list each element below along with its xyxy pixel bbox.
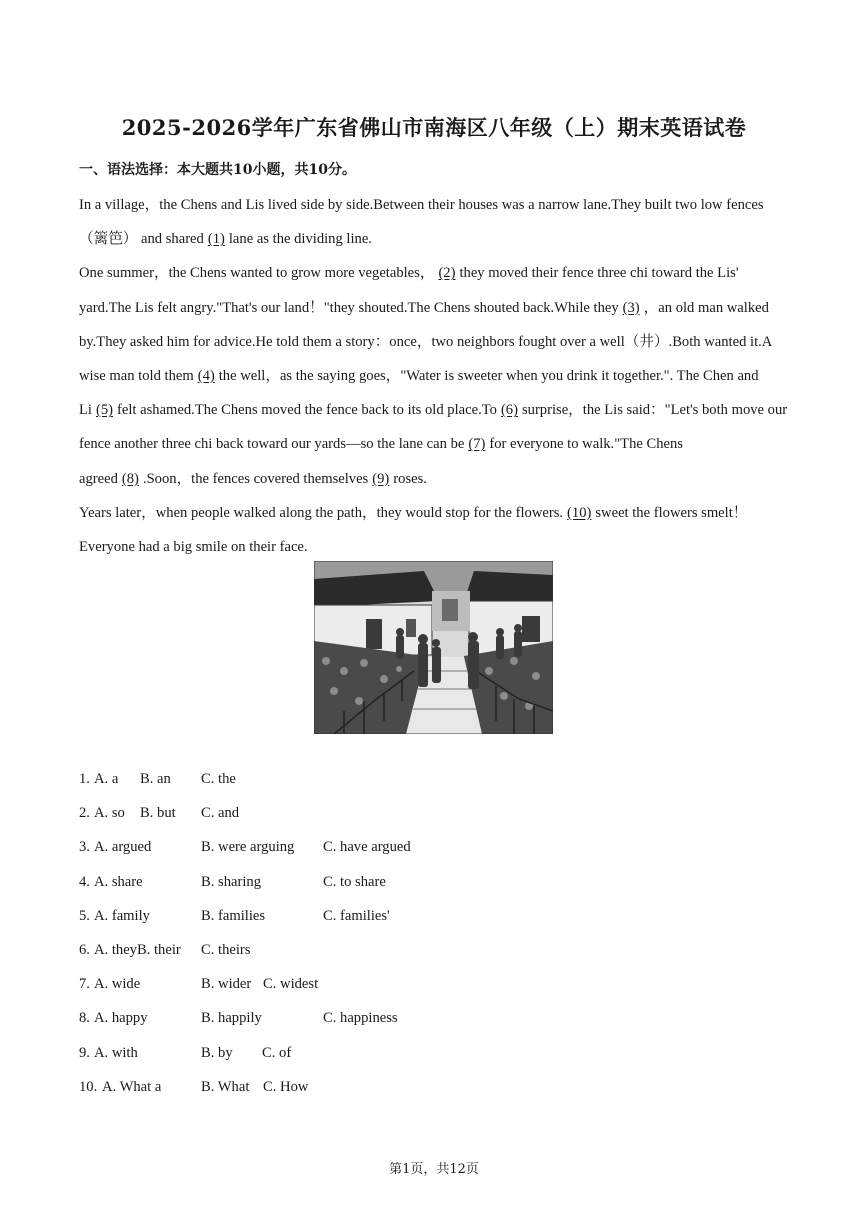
text-segment: roses. — [393, 470, 427, 487]
option-c: C. widest — [263, 976, 319, 993]
question-number: 1. — [79, 771, 90, 787]
option-c: C. How — [263, 1078, 309, 1095]
text-segment: the well，as the saying goes，"Water is sweeter when you drink it together.". The Chen and Li — [79, 368, 759, 419]
option-a: A. with — [94, 1044, 138, 1061]
question-number: 4. — [79, 873, 90, 890]
option-b: B. but — [140, 805, 176, 822]
option-c: C. have argued — [323, 839, 411, 856]
text-segment: for everyone to walk."The Chens agreed — [79, 436, 683, 487]
option-a: A. a — [94, 771, 119, 787]
option-a: A. happy — [94, 1010, 148, 1027]
blank-5: (5) — [95, 402, 114, 419]
option-b: B. were arguing — [201, 839, 295, 856]
option-c: C. theirs — [201, 941, 251, 958]
option-a: A. so — [94, 805, 125, 822]
option-c: C. the — [201, 771, 236, 787]
option-b: B. wider — [201, 976, 252, 993]
question-number: 8. — [79, 1010, 90, 1027]
paragraph-2 — [79, 256, 789, 495]
blank-9: (9) — [372, 470, 390, 487]
blank-6: (6) — [500, 402, 518, 419]
question-number: 6. — [79, 941, 90, 958]
blank-8: (8) — [121, 470, 139, 487]
text-segment: ，an old man walked by.They asked him for advice.He told them a story：once，two neighbors fought over a well（井）.Both wanted it.A wise man told them — [79, 299, 772, 385]
option-c: C. happiness — [323, 1010, 398, 1027]
option-b: B. happily — [201, 1010, 262, 1027]
text-segment: In a village，the Chens and Lis lived side by side.Between their houses was a narrow lane.They built two low fences （篱笆） and shared — [79, 197, 764, 248]
option-b: B. families — [201, 907, 266, 924]
option-b: B. sharing — [201, 873, 261, 890]
passage — [79, 188, 789, 564]
question-number: 5. — [79, 907, 90, 924]
page-footer: 第1页，共12页 — [389, 1162, 479, 1177]
village-lane-illustration — [314, 561, 553, 734]
blank-2: (2) — [438, 265, 456, 282]
question-number: 7. — [79, 976, 90, 993]
section-header: 一、语法选择：本大题共10小题，共10分。 — [79, 162, 356, 178]
text-segment: sweet the flowers smelt！Everyone had a big smile on their face. — [79, 504, 748, 556]
option-a: A. wide — [94, 976, 141, 993]
question-number: 10. — [79, 1078, 98, 1095]
option-b: B. by — [201, 1044, 233, 1061]
text-segment: .Soon，the fences covered themselves — [142, 470, 369, 487]
question-number: 3. — [79, 839, 90, 856]
blank-4: (4) — [197, 368, 215, 385]
text-segment: they moved their fence three chi toward the Lis' yard.The Lis felt angry."That's our land！"they shouted.The Chens shouted back.While they — [79, 265, 739, 316]
paragraph-3 — [79, 496, 789, 564]
option-a: A. theyB. their — [94, 941, 181, 958]
option-c: C. families' — [323, 907, 390, 924]
option-c: C. of — [262, 1044, 292, 1061]
blank-3: (3) — [622, 299, 640, 316]
option-a: A. family — [94, 907, 150, 924]
option-a: A. share — [94, 873, 143, 890]
option-c: C. and — [201, 805, 240, 822]
option-c: C. to share — [323, 873, 386, 890]
paragraph-1 — [79, 188, 789, 256]
option-a: A. argued — [94, 839, 152, 856]
text-segment: surprise，the Lis said："Let's both move our fence another three chi back toward our yards—so the lane can be — [79, 402, 788, 453]
question-number: 9. — [79, 1044, 90, 1061]
option-b: B. What — [201, 1078, 250, 1095]
page-title: 2025-2026学年广东省佛山市南海区八年级（上）期末英语试卷 — [121, 115, 747, 140]
text-segment: lane as the dividing line. — [228, 231, 372, 248]
question-number: 2. — [79, 805, 90, 822]
blank-1: (1) — [207, 231, 225, 248]
text-segment: felt ashamed.The Chens moved the fence back to its old place.To — [117, 402, 497, 419]
blank-7: (7) — [468, 436, 486, 453]
blank-10: (10) — [567, 504, 592, 521]
text-segment: Years later，when people walked along the path，they would stop for the flowers. — [79, 504, 564, 521]
option-b: B. an — [140, 771, 171, 787]
text-segment: One summer，the Chens wanted to grow more vegetables， — [79, 265, 435, 282]
option-a: A. What a — [102, 1078, 162, 1095]
